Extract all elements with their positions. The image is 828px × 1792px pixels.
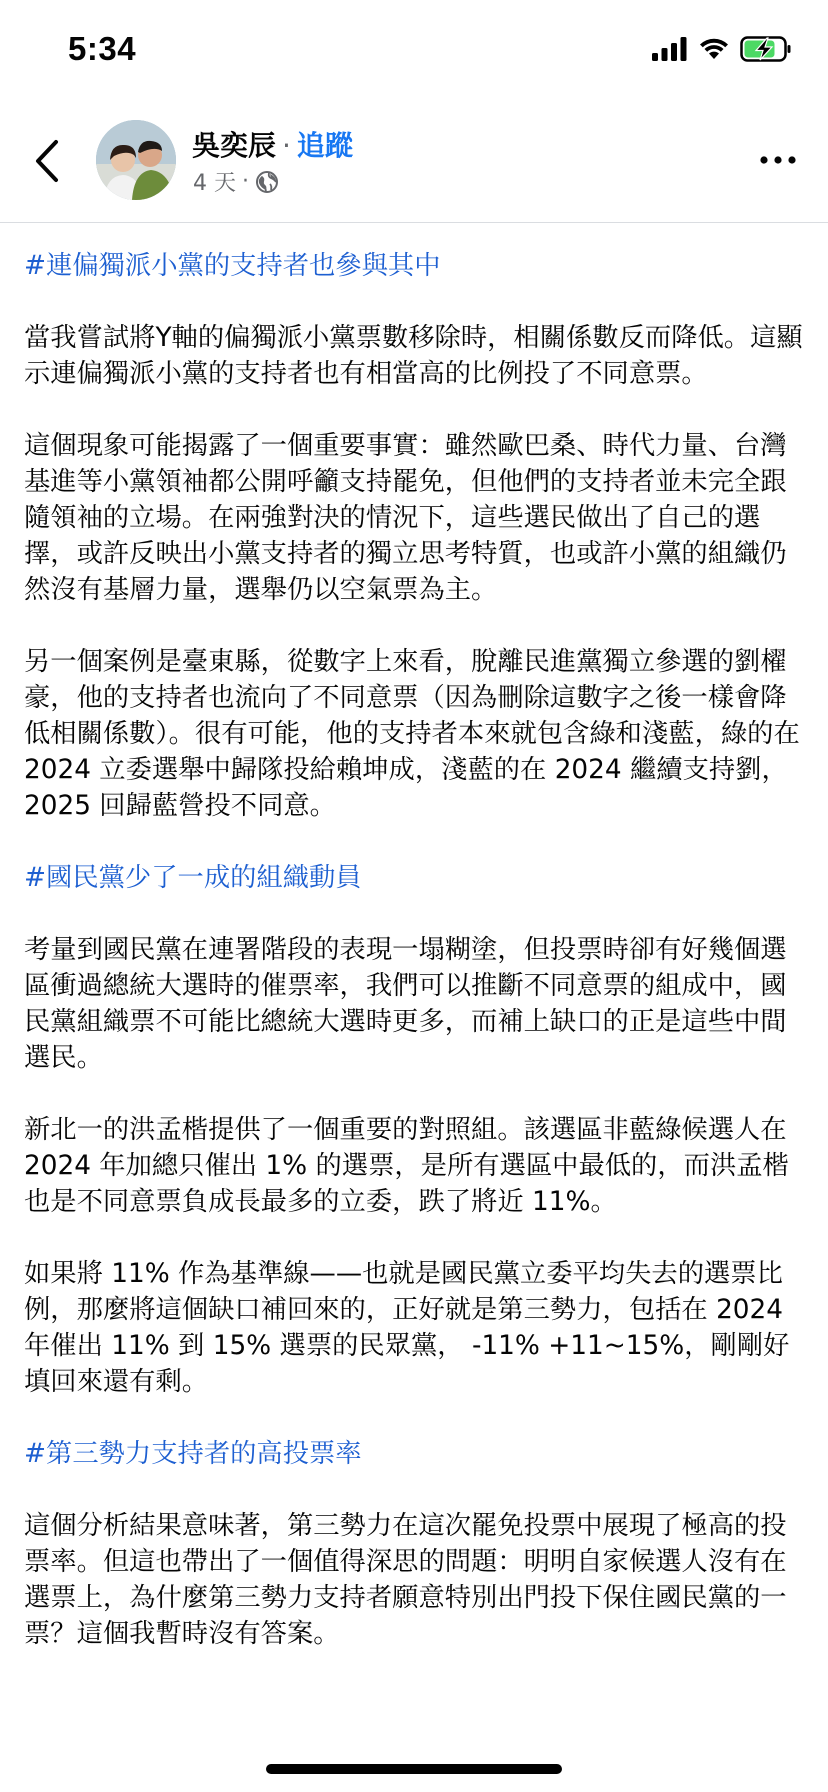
post-paragraph: 如果將 11% 作為基準線——也就是國民黨立委平均失去的選票比例，那麼將這個缺口補回來的，正好就是第三勢力，包括在 2024 年催出 11% 到 15% 選票的民眾黨， -11% +11~15%，剛剛好填回來還有剩。 — [24, 1259, 790, 1397]
post-paragraph: 這個分析結果意味著，第三勢力在這次罷免投票中展現了極高的投票率。但這也帶出了一個值得深思的問題：明明自家候選人沒有在選票上，為什麼第三勢力支持者願意特別出門投下保住國民黨的一票？這個我暫時沒有答案。 — [24, 1511, 787, 1649]
post-paragraph: 這個現象可能揭露了一個重要事實：雖然歐巴桑、時代力量、台灣基進等小黨領袖都公開呼籲支持罷免，但他們的支持者並未完全跟隨領袖的立場。在兩強對決的情況下，這些選民做出了自己的選擇，或許反映出小黨支持者的獨立思考特質，也或許小黨的組織仍然沒有基層力量，選舉仍以空氣票為主。 — [24, 431, 787, 605]
post-time[interactable]: 4 天 — [193, 171, 236, 196]
hashtag-link[interactable]: #國民黨少了一成的組織動員 — [24, 863, 362, 893]
back-arrow-icon[interactable] — [30, 138, 64, 184]
meta-separator: · — [242, 169, 249, 194]
more-options-icon[interactable] — [758, 150, 798, 170]
wifi-icon — [698, 37, 730, 61]
battery-charging-icon — [740, 36, 792, 62]
author-line — [192, 124, 353, 164]
post-header — [0, 100, 828, 223]
author-avatar[interactable] — [96, 120, 176, 200]
status-time: 5:34 — [68, 30, 137, 67]
post-paragraph: 考量到國民黨在連署階段的表現一塌糊塗，但投票時卻有好幾個選區衝過總統大選時的催票率，我們可以推斷不同意票的組成中，國民黨組織票不可能比總統大選時更多，而補上缺口的正是這些中間選民。 — [24, 935, 787, 1073]
post-body — [24, 248, 804, 1688]
post-paragraph: 當我嘗試將Y軸的偏獨派小黨票數移除時，相關係數反而降低。這顯示連偏獨派小黨的支持者也有相當高的比例投了不同意票。 — [24, 323, 803, 389]
status-icons — [652, 34, 792, 64]
post-meta — [193, 166, 279, 197]
follow-button[interactable]: 追蹤 — [296, 129, 353, 162]
name-separator: · — [282, 129, 291, 162]
author-name[interactable]: 吳奕辰 — [192, 129, 277, 162]
post-paragraph: 新北一的洪孟楷提供了一個重要的對照組。該選區非藍綠候選人在 2024 年加總只催出 1% 的選票，是所有選區中最低的，而洪孟楷也是不同意票負成長最多的立委，跌了將近 11%。 — [24, 1115, 789, 1217]
hashtag-link[interactable]: #第三勢力支持者的高投票率 — [24, 1439, 362, 1469]
globe-icon — [255, 170, 279, 194]
status-bar — [0, 0, 828, 100]
hashtag-link[interactable]: #連偏獨派小黨的支持者也參與其中 — [24, 251, 441, 281]
home-indicator[interactable] — [266, 1764, 562, 1774]
signal-icon — [652, 37, 688, 61]
post-paragraph: 另一個案例是臺東縣，從數字上來看，脫離民進黨獨立參選的劉櫂豪，他的支持者也流向了不同意票（因為刪除這數字之後一樣會降低相關係數）。很有可能，他的支持者本來就包含綠和淺藍，綠的在 2024 立委選舉中歸隊投給賴坤成，淺藍的在 2024 繼續支持劉，2025 回歸藍營投不同意。 — [24, 647, 800, 821]
